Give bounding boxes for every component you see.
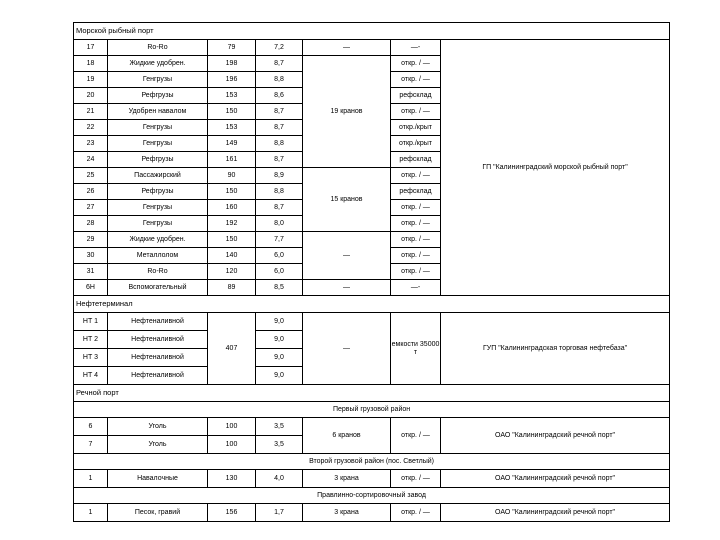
berth-number: 6 — [74, 418, 108, 436]
cargo-type: Генгрузы — [108, 200, 208, 216]
cargo-type: Нефтеналивной — [108, 331, 208, 349]
berth-depth: 8,8 — [256, 72, 303, 88]
table-row — [74, 313, 670, 331]
berth-depth: 8,8 — [256, 184, 303, 200]
berth-number: НТ 2 — [74, 331, 108, 349]
table-row — [74, 418, 670, 436]
cargo-type: Генгрузы — [108, 72, 208, 88]
berth-depth: 8,6 — [256, 88, 303, 104]
storage-cell: емкости 35000 т — [391, 313, 441, 385]
storage-cell: откр./крыт — [391, 136, 441, 152]
berth-depth: 8,7 — [256, 200, 303, 216]
berth-number: НТ 1 — [74, 313, 108, 331]
table-row — [74, 40, 670, 56]
section-row — [74, 23, 670, 40]
berth-length: 120 — [208, 264, 256, 280]
berth-depth: 6,0 — [256, 264, 303, 280]
storage-cell: откр. / — — [391, 264, 441, 280]
berth-length: 156 — [208, 504, 256, 522]
district-row — [74, 402, 670, 418]
storage-cell: откр. / — — [391, 418, 441, 454]
berth-depth: 8,5 — [256, 280, 303, 296]
berth-depth: 4,0 — [256, 470, 303, 488]
cargo-type: Рефгрузы — [108, 152, 208, 168]
berth-number: 23 — [74, 136, 108, 152]
berth-number: 31 — [74, 264, 108, 280]
storage-cell: откр. / — — [391, 232, 441, 248]
storage-cell: откр. / — — [391, 470, 441, 488]
berth-number: 6Н — [74, 280, 108, 296]
storage-cell: откр. / — — [391, 72, 441, 88]
storage-cell: —- — [391, 280, 441, 296]
cargo-type: Генгрузы — [108, 216, 208, 232]
berth-number: 25 — [74, 168, 108, 184]
berth-depth: 8,7 — [256, 56, 303, 72]
berth-depth: 7,2 — [256, 40, 303, 56]
owner-cell: ОАО "Калининградский речной порт" — [441, 470, 670, 488]
section-row — [74, 296, 670, 313]
owner-cell: ОАО "Калининградский речной порт" — [441, 504, 670, 522]
storage-cell: откр. / — — [391, 104, 441, 120]
cargo-type: Металлолом — [108, 248, 208, 264]
district-title: Правлинно-сортировочный завод — [74, 488, 670, 504]
cargo-type: Жидкие удобрен. — [108, 56, 208, 72]
crane-cell: 3 крана — [303, 470, 391, 488]
cargo-type: Генгрузы — [108, 136, 208, 152]
berth-depth: 8,9 — [256, 168, 303, 184]
cargo-type: Рефгрузы — [108, 88, 208, 104]
berth-number: 19 — [74, 72, 108, 88]
owner-cell: ГП "Калининградский морской рыбный порт" — [441, 40, 670, 296]
crane-cell: 6 кранов — [303, 418, 391, 454]
crane-cell: 3 крана — [303, 504, 391, 522]
storage-cell: —- — [391, 40, 441, 56]
berth-length: 90 — [208, 168, 256, 184]
berth-depth: 8,0 — [256, 216, 303, 232]
crane-cell: — — [303, 313, 391, 385]
berth-number: 28 — [74, 216, 108, 232]
table-row — [74, 504, 670, 522]
berth-depth: 7,7 — [256, 232, 303, 248]
berth-depth: 8,8 — [256, 136, 303, 152]
crane-cell: 19 кранов — [303, 56, 391, 168]
berth-number: 18 — [74, 56, 108, 72]
crane-cell: — — [303, 40, 391, 56]
table-row — [74, 470, 670, 488]
berth-depth: 8,7 — [256, 104, 303, 120]
cargo-type: Нефтеналивной — [108, 349, 208, 367]
cargo-type: Песок, гравий — [108, 504, 208, 522]
berth-depth: 8,7 — [256, 152, 303, 168]
berth-number: НТ 4 — [74, 367, 108, 385]
storage-cell: рефсклад — [391, 152, 441, 168]
storage-cell: рефсклад — [391, 88, 441, 104]
berth-length: 153 — [208, 88, 256, 104]
cargo-type: Нефтеналивной — [108, 313, 208, 331]
cargo-type: Вспомогательный — [108, 280, 208, 296]
berth-length: 196 — [208, 72, 256, 88]
cargo-type: Рефгрузы — [108, 184, 208, 200]
berth-length: 161 — [208, 152, 256, 168]
berth-length: 100 — [208, 418, 256, 436]
berth-length: 153 — [208, 120, 256, 136]
berth-number: 20 — [74, 88, 108, 104]
storage-cell: откр./крыт — [391, 120, 441, 136]
berth-number: 7 — [74, 436, 108, 454]
section-row — [74, 385, 670, 402]
owner-cell: ОАО "Калининградский речной порт" — [441, 418, 670, 454]
berth-number: 21 — [74, 104, 108, 120]
port-berths-table — [73, 22, 670, 522]
berth-number: 17 — [74, 40, 108, 56]
cargo-type: Уголь — [108, 418, 208, 436]
crane-cell: 15 кранов — [303, 168, 391, 232]
section-title: Морской рыбный порт — [74, 23, 670, 40]
berth-depth: 3,5 — [256, 436, 303, 454]
storage-cell: откр. / — — [391, 200, 441, 216]
cargo-type: Ro-Ro — [108, 40, 208, 56]
district-title: Второй грузовой район (пос. Светлый) — [74, 454, 670, 470]
berth-number: 27 — [74, 200, 108, 216]
berth-length: 140 — [208, 248, 256, 264]
storage-cell: рефсклад — [391, 184, 441, 200]
berth-depth: 9,0 — [256, 367, 303, 385]
storage-cell: откр. / — — [391, 168, 441, 184]
cargo-type: Уголь — [108, 436, 208, 454]
berth-number: 1 — [74, 470, 108, 488]
berth-number: 26 — [74, 184, 108, 200]
berth-length: 150 — [208, 184, 256, 200]
berth-length: 79 — [208, 40, 256, 56]
section-title: Речной порт — [74, 385, 670, 402]
berth-depth: 9,0 — [256, 331, 303, 349]
cargo-type: Нефтеналивной — [108, 367, 208, 385]
berth-depth: 8,7 — [256, 120, 303, 136]
berth-number: 29 — [74, 232, 108, 248]
berth-number: 24 — [74, 152, 108, 168]
storage-cell: откр. / — — [391, 216, 441, 232]
berth-length: 407 — [208, 313, 256, 385]
district-title: Первый грузовой район — [74, 402, 670, 418]
berth-depth: 3,5 — [256, 418, 303, 436]
cargo-type: Ro-Ro — [108, 264, 208, 280]
berth-depth: 6,0 — [256, 248, 303, 264]
storage-cell: откр. / — — [391, 56, 441, 72]
crane-cell: — — [303, 280, 391, 296]
berth-length: 198 — [208, 56, 256, 72]
berth-length: 100 — [208, 436, 256, 454]
section-title: Нефтетерминал — [74, 296, 670, 313]
crane-cell: — — [303, 232, 391, 280]
owner-cell: ГУП "Калининградская торговая нефтебаза" — [441, 313, 670, 385]
cargo-type: Генгрузы — [108, 120, 208, 136]
berth-number: НТ 3 — [74, 349, 108, 367]
berth-number: 30 — [74, 248, 108, 264]
cargo-type: Жидкие удобрен. — [108, 232, 208, 248]
cargo-type: Пассажирский — [108, 168, 208, 184]
berth-number: 1 — [74, 504, 108, 522]
district-row — [74, 488, 670, 504]
cargo-type: Удобрен навалом — [108, 104, 208, 120]
district-row — [74, 454, 670, 470]
berth-length: 130 — [208, 470, 256, 488]
berth-length: 89 — [208, 280, 256, 296]
berth-length: 192 — [208, 216, 256, 232]
storage-cell: откр. / — — [391, 248, 441, 264]
cargo-type: Навалочные — [108, 470, 208, 488]
berth-depth: 9,0 — [256, 349, 303, 367]
berth-number: 22 — [74, 120, 108, 136]
storage-cell: откр. / — — [391, 504, 441, 522]
berth-depth: 9,0 — [256, 313, 303, 331]
berth-length: 160 — [208, 200, 256, 216]
berth-depth: 1,7 — [256, 504, 303, 522]
berth-length: 149 — [208, 136, 256, 152]
berth-length: 150 — [208, 232, 256, 248]
berth-length: 150 — [208, 104, 256, 120]
